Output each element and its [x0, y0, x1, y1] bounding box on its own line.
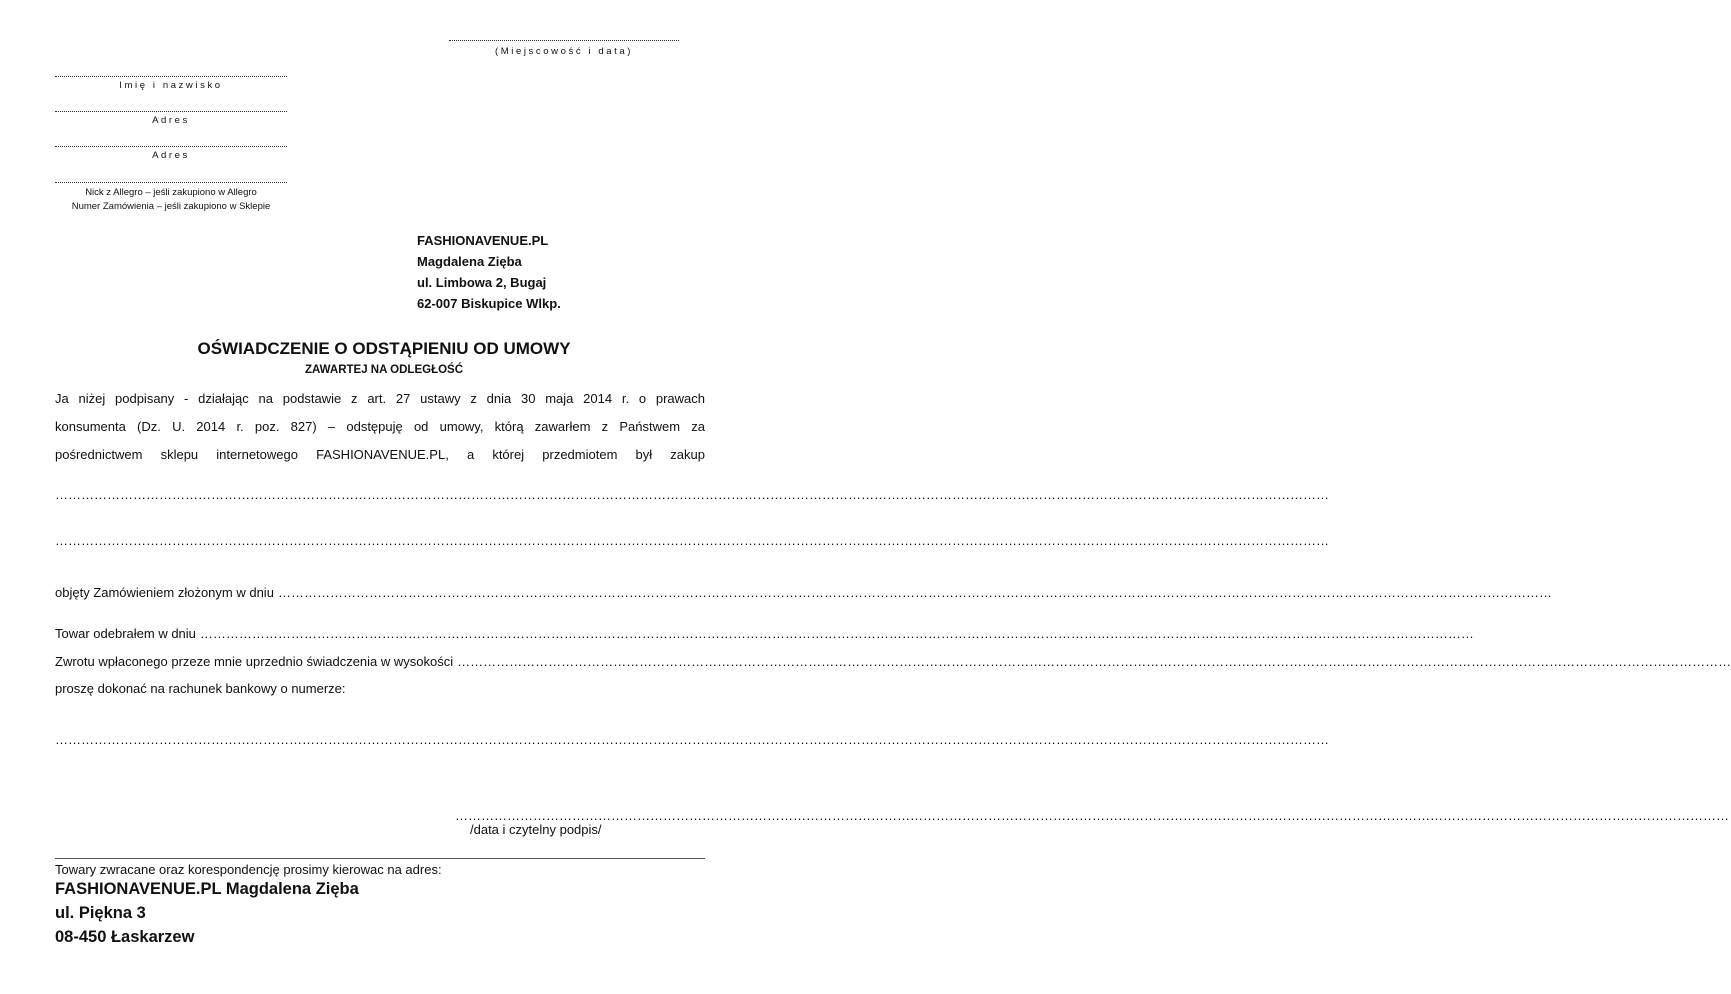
footer-note: Towary zwracane oraz korespondencję prosimy kierowac na adres: — [55, 862, 442, 877]
refund-row — [55, 654, 1731, 669]
intro-line-1: Ja niżej podpisany - działając na podstawie z art. 27 ustawy z dnia 30 maja 2014 r. o prawach — [55, 391, 705, 406]
recipient-line-1: FASHIONAVENUE.PL — [417, 233, 549, 248]
address-line-1[interactable] — [55, 111, 287, 112]
footer-line-3: 08-450 Łaskarzew — [55, 928, 195, 946]
intro-line-3: pośrednictwem sklepu internetowego FASHIONAVENUE.PL, a której przedmiotem był zakup — [55, 447, 705, 462]
signature-field[interactable]: …………………………………………………………………………………………………………………………………………………………………………………………………………………………………………………………………… — [455, 808, 1729, 823]
place-date-label: (Miejscowość i data) — [494, 46, 634, 57]
address-label-1: Adres — [152, 115, 190, 126]
bank-account-field[interactable]: …………………………………………………………………………………………………………………………………………………………………………………………………………………………………………………………………… — [55, 732, 1329, 747]
order-date-row — [55, 585, 1552, 600]
footer-line-1: FASHIONAVENUE.PL Magdalena Zięba — [55, 880, 359, 898]
intro-line-2: konsumenta (Dz. U. 2014 r. poz. 827) – odstępuję od umowy, którą zawarłem z Państwem za — [55, 419, 705, 434]
address-line-2[interactable] — [55, 146, 287, 147]
order-date-label: objęty Zamówieniem złożonym w dniu — [55, 585, 274, 600]
product-line-1[interactable]: …………………………………………………………………………………………………………………………………………………………………………………………………………………………………………………………………… — [55, 487, 1329, 502]
name-line[interactable] — [55, 76, 287, 77]
received-row — [55, 626, 1474, 641]
footer-address — [55, 877, 359, 949]
refund-amount-field[interactable]: …………………………………………………………………………………………………………………………………………………………………………………………………………………………………………………………………… — [457, 654, 1731, 669]
bank-label: proszę dokonać na rachunek bankowy o numerze: — [55, 681, 346, 696]
product-line-2[interactable]: …………………………………………………………………………………………………………………………………………………………………………………………………………………………………………………………………… — [55, 533, 1329, 548]
name-label: Imię i nazwisko — [119, 80, 223, 91]
intro-paragraph — [55, 385, 705, 469]
address-label-2: Adres — [152, 150, 190, 161]
refund-label: Zwrotu wpłaconego przeze mnie uprzednio świadczenia w wysokości — [55, 654, 454, 669]
received-label: Towar odebrałem w dniu — [55, 626, 196, 641]
recipient-line-4: 62-007 Biskupice Wlkp. — [417, 296, 561, 311]
signature-label: /data i czytelny podpis/ — [470, 822, 602, 837]
recipient-line-2: Magdalena Zięba — [417, 254, 522, 269]
document-title: OŚWIADCZENIE O ODSTĄPIENIU OD UMOWY — [197, 339, 571, 358]
footer-divider — [55, 858, 705, 859]
recipient-line-3: ul. Limbowa 2, Bugaj — [417, 275, 547, 290]
nick-order-line[interactable] — [55, 182, 287, 183]
order-note: Numer Zamówienia – jeśli zakupiono w Sklepie — [71, 201, 271, 212]
place-date-line — [449, 40, 679, 41]
footer-line-2: ul. Piękna 3 — [55, 904, 146, 922]
nick-note: Nick z Allegro – jeśli zakupiono w Allegro — [85, 187, 257, 198]
received-date-field[interactable]: …………………………………………………………………………………………………………………………………………………………………………………………………………………………………………………………………… — [199, 626, 1474, 641]
document-subtitle: ZAWARTEJ NA ODLEGŁOŚĆ — [304, 364, 464, 376]
recipient-address — [417, 230, 717, 314]
order-date-field[interactable]: …………………………………………………………………………………………………………………………………………………………………………………………………………………………………………………………………… — [277, 585, 1552, 600]
